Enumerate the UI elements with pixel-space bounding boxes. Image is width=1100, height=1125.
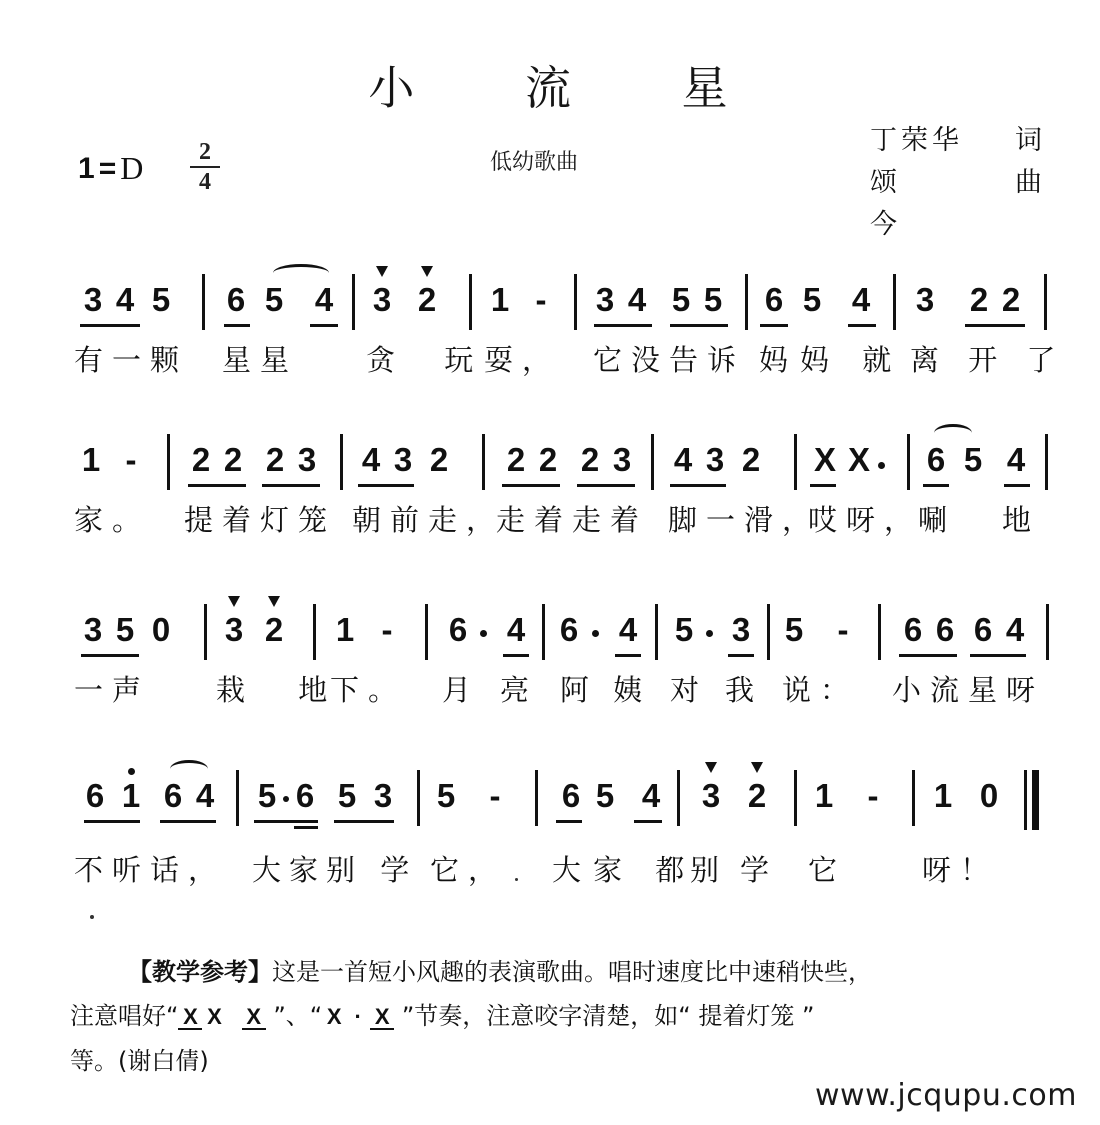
note: 5 — [595, 777, 615, 814]
barline — [236, 770, 239, 826]
note: 4 — [627, 281, 647, 318]
accent-mark — [421, 266, 433, 277]
lyrics-line — [0, 500, 1100, 540]
underline — [310, 324, 338, 327]
notation-line — [0, 422, 1100, 492]
dash: - — [125, 441, 137, 478]
note: 3 — [393, 441, 413, 478]
key-equals: = — [98, 151, 117, 185]
lyric: 有一颗 — [74, 343, 189, 377]
note: 2 — [538, 441, 558, 478]
lyric: 家。 — [74, 503, 151, 537]
note: 3 — [705, 441, 725, 478]
note: 4 — [506, 611, 526, 648]
underline — [923, 484, 949, 487]
note: 3 — [915, 281, 935, 318]
score-row-3 — [0, 592, 1100, 732]
composer-role: 曲 — [1015, 167, 1042, 198]
barline — [535, 770, 538, 826]
double-underline — [294, 826, 318, 829]
note: 4 — [1006, 441, 1026, 478]
barline — [794, 770, 797, 826]
underline — [254, 820, 318, 823]
note: 1 — [490, 281, 510, 318]
barline — [767, 604, 770, 660]
barline — [1045, 434, 1048, 490]
key-signature — [78, 150, 143, 187]
barline — [469, 274, 472, 330]
barline — [352, 274, 355, 330]
underline — [81, 654, 139, 657]
note: 1 — [335, 611, 355, 648]
lyricist-role: 词 — [1015, 125, 1042, 156]
note: 2 — [1001, 281, 1021, 318]
note: 4 — [1005, 611, 1025, 648]
note: 3 — [701, 777, 721, 814]
lyric: 大家别 学 — [252, 853, 418, 887]
note: 1 — [933, 777, 953, 814]
underline — [810, 484, 836, 487]
lyrics-line — [0, 850, 1100, 890]
note: 3 — [612, 441, 632, 478]
note: 6 — [926, 441, 946, 478]
notation-line — [0, 758, 1100, 828]
lyrics-line — [0, 340, 1100, 380]
lyric: 走着走着 — [496, 503, 649, 537]
barline — [204, 604, 207, 660]
barline — [651, 434, 654, 490]
note: 2 — [580, 441, 600, 478]
note: 4 — [314, 281, 334, 318]
score-row-4 — [0, 758, 1100, 898]
lyric: 不听话， — [74, 853, 227, 887]
augmentation-dot — [480, 630, 487, 637]
barline — [893, 274, 896, 330]
lyric: 哎呀， — [808, 503, 923, 537]
barline — [542, 604, 545, 660]
composer-name: 颂 今 — [870, 167, 925, 240]
underline — [899, 654, 957, 657]
underline — [615, 654, 641, 657]
lyrics-line — [0, 670, 1100, 710]
lyric: 下。 — [330, 673, 407, 707]
underline — [334, 820, 394, 823]
note: 0 — [979, 777, 999, 814]
underline — [556, 820, 582, 823]
note: 5 — [151, 281, 171, 318]
note: 5 — [674, 611, 694, 648]
score-row-2 — [0, 422, 1100, 562]
key-degree: 1 — [78, 151, 95, 185]
barline — [1046, 604, 1049, 660]
lyric: 星星 — [222, 343, 299, 377]
barline — [912, 770, 915, 826]
lyric: 贪 玩 — [366, 343, 494, 377]
underline — [670, 324, 728, 327]
note: 6 — [448, 611, 468, 648]
barline — [907, 434, 910, 490]
note: 3 — [731, 611, 751, 648]
dash: - — [837, 611, 849, 648]
note: 0 — [151, 611, 171, 648]
teaching-line-1 — [70, 950, 1060, 994]
time-numerator: 2 — [199, 139, 211, 165]
underline — [502, 484, 560, 487]
augmentation-dot — [592, 630, 599, 637]
barline — [794, 434, 797, 490]
underline — [84, 820, 140, 823]
barline — [340, 434, 343, 490]
teaching-line-2 — [70, 994, 1060, 1039]
lyricist-name: 丁荣华 — [870, 125, 963, 156]
time-signature — [190, 140, 220, 194]
augmentation-dot — [706, 630, 713, 637]
teaching-text-3: 等。(谢白倩) — [70, 1047, 209, 1075]
rhythm-x: X — [242, 1006, 266, 1030]
barline — [677, 770, 680, 826]
watermark: www.jcqupu.com — [815, 1078, 1077, 1113]
note: 3 — [372, 281, 392, 318]
note: 5 — [784, 611, 804, 648]
note: 3 — [83, 611, 103, 648]
lyric: 它， — [430, 853, 507, 887]
lyric: 栽 地 — [216, 673, 350, 707]
key-tonic: D — [120, 150, 144, 186]
lyric: 脚一滑， — [668, 503, 821, 537]
note: 5 — [963, 441, 983, 478]
lyric: 对 — [670, 673, 709, 707]
note: 2 — [741, 441, 761, 478]
note: 2 — [506, 441, 526, 478]
note: 5 — [436, 777, 456, 814]
dash: - — [381, 611, 393, 648]
underline — [1004, 484, 1030, 487]
underline — [358, 484, 414, 487]
lyric: 我 — [725, 673, 764, 707]
barline — [878, 604, 881, 660]
dash: - — [535, 281, 547, 318]
slur — [934, 424, 972, 442]
underline — [262, 484, 320, 487]
note: 2 — [429, 441, 449, 478]
lyric: 唰 — [918, 503, 957, 537]
scan-speck — [90, 915, 94, 919]
accent-mark — [376, 266, 388, 277]
rhythm-x: X — [207, 1004, 222, 1029]
note: 2 — [969, 281, 989, 318]
note: 5 — [337, 777, 357, 814]
note: 2 — [223, 441, 243, 478]
note: 4 — [618, 611, 638, 648]
note: 6 — [163, 777, 183, 814]
accent-mark — [751, 762, 763, 773]
barline — [1044, 274, 1047, 330]
note: 5 — [802, 281, 822, 318]
credits — [870, 120, 1042, 246]
lyric: 一声 — [74, 673, 151, 707]
note: 6 — [559, 611, 579, 648]
genre-label: 低幼歌曲 — [490, 150, 579, 175]
note: 4 — [195, 777, 215, 814]
note: 5 — [703, 281, 723, 318]
underline — [188, 484, 246, 487]
teaching-label: 【教学参考】 — [128, 958, 272, 986]
note: 4 — [361, 441, 381, 478]
augmentation-dot — [283, 796, 289, 802]
note: 1 — [814, 777, 834, 814]
lyric: 阿 — [560, 673, 599, 707]
note: 2 — [747, 777, 767, 814]
final-barline-thick — [1032, 770, 1039, 830]
barline — [202, 274, 205, 330]
note: 4 — [115, 281, 135, 318]
notation-line — [0, 262, 1100, 332]
barline — [482, 434, 485, 490]
teaching-text-2a: 注意唱好“ — [70, 1002, 179, 1030]
lyric: 别 — [690, 853, 729, 887]
lyric: 大家 都 — [552, 853, 697, 887]
note: 2 — [417, 281, 437, 318]
teaching-notes — [70, 950, 1060, 1083]
note: 6 — [85, 777, 105, 814]
lyric: 离 开 了 — [910, 343, 1066, 377]
rhythm-x: X — [370, 1006, 394, 1030]
note: 6 — [973, 611, 993, 648]
teaching-line-3 — [70, 1039, 1060, 1083]
rhythm-dot: · — [354, 1004, 362, 1029]
note: 5 — [257, 777, 277, 814]
barline — [313, 604, 316, 660]
lyric: 月 — [442, 673, 481, 707]
underline — [594, 324, 652, 327]
teaching-text-1: 这是一首短小风趣的表演歌曲。唱时速度比中速稍快些， — [272, 958, 872, 986]
accent-mark — [228, 596, 240, 607]
lyric: 姨 — [613, 673, 652, 707]
lyric: 亮 — [500, 673, 539, 707]
barline — [425, 604, 428, 660]
lyric: 它没告诉 — [593, 343, 746, 377]
dash: - — [867, 777, 879, 814]
lyricist-credit — [870, 120, 1042, 162]
time-fraction-bar — [190, 166, 220, 168]
rhythm-x: X — [326, 1004, 342, 1029]
teaching-text-2b: ”、“ — [273, 1002, 323, 1030]
note: 3 — [297, 441, 317, 478]
underline — [760, 324, 788, 327]
underline — [970, 654, 1026, 657]
lyric: 呀！ — [922, 853, 999, 887]
scan-speck — [515, 878, 518, 881]
dash: - — [489, 777, 501, 814]
underline — [160, 820, 216, 823]
underline — [670, 484, 726, 487]
lyric: 耍， — [484, 343, 561, 377]
note: 6 — [561, 777, 581, 814]
score-row-1 — [0, 262, 1100, 402]
note: 6 — [295, 777, 315, 814]
underline — [80, 324, 140, 327]
rhythm-x: X — [848, 441, 871, 478]
note: 5 — [264, 281, 284, 318]
lyric: 地 — [1002, 503, 1041, 537]
rhythm-x: X — [178, 1006, 202, 1030]
note: 6 — [226, 281, 246, 318]
note: 3 — [373, 777, 393, 814]
note: 2 — [265, 441, 285, 478]
note: 1 — [81, 441, 101, 478]
note: 3 — [595, 281, 615, 318]
lyric: 小流星呀 — [892, 673, 1045, 707]
lyric: 它 — [808, 853, 847, 887]
slur — [170, 760, 208, 778]
notation-line — [0, 592, 1100, 662]
slur — [273, 264, 329, 282]
lyric: 说： — [782, 673, 859, 707]
augmentation-dot — [878, 462, 885, 469]
underline — [224, 324, 250, 327]
note: 5 — [671, 281, 691, 318]
barline — [417, 770, 420, 826]
lyric: 学 — [740, 853, 779, 887]
note: 2 — [191, 441, 211, 478]
note: 2 — [264, 611, 284, 648]
time-denominator: 4 — [199, 169, 211, 195]
note: 3 — [224, 611, 244, 648]
song-title: 小 流 星 — [368, 61, 776, 115]
octave-dot — [128, 768, 135, 775]
note: 4 — [673, 441, 693, 478]
underline — [634, 820, 662, 823]
lyric: 提着灯笼 — [184, 503, 337, 537]
barline — [745, 274, 748, 330]
underline — [503, 654, 529, 657]
barline — [655, 604, 658, 660]
underline — [965, 324, 1025, 327]
rhythm-x: X — [814, 441, 837, 478]
lyric: 妈妈 就 — [759, 343, 904, 377]
underline — [728, 654, 754, 657]
barline — [574, 274, 577, 330]
underline — [848, 324, 876, 327]
accent-mark — [268, 596, 280, 607]
lyric: 朝前走， — [352, 503, 505, 537]
barline — [167, 434, 170, 490]
note: 6 — [935, 611, 955, 648]
final-barline-thin — [1024, 770, 1027, 830]
teaching-text-2c: ”节奏，注意咬字清楚，如“ 提着灯笼 ” — [401, 1002, 815, 1030]
underline — [577, 484, 635, 487]
note: 4 — [851, 281, 871, 318]
note: 6 — [764, 281, 784, 318]
accent-mark — [705, 762, 717, 773]
note: 4 — [641, 777, 661, 814]
note: 5 — [115, 611, 135, 648]
note: 6 — [903, 611, 923, 648]
composer-credit — [870, 162, 1042, 246]
note-high: 1 — [121, 777, 141, 814]
note: 3 — [83, 281, 103, 318]
